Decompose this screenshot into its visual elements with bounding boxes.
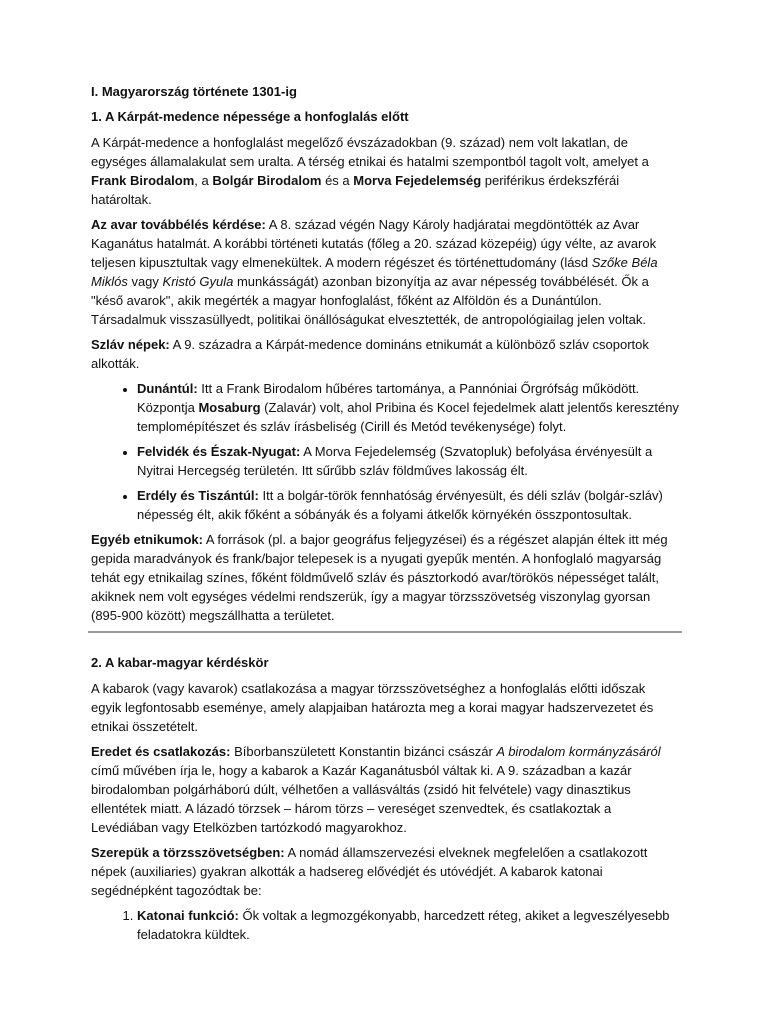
list-item-text: Itt a Frank Birodalom hűbéres tartománya, a Pannóniai Őrgrófság működött. Központja — [137, 381, 640, 415]
list-item — [137, 486, 679, 524]
origin-label: Eredet és csatlakozás: — [91, 744, 231, 759]
list-item-text: Itt a bolgár-török fennhatóság érvényesült, és déli szláv (bolgár-szláv) népesség élt, akik főként a sóbányák és a folyami átkelők környékén összpontosultak. — [137, 488, 663, 522]
document-title: I. Magyarország története 1301-ig — [91, 84, 297, 99]
slav-paragraph — [91, 335, 679, 373]
avar-text: A 8. század végén Nagy Károly hadjáratai megdöntötték az Avar Kaganátus hatalmát. A korábbi történeti kutatás (főleg a 20. század közepéig) úgy vélte, az avarok teljesen kipusztultak vagy elmenekültek. A modern régészet és történettudomány (lásd — [91, 217, 657, 270]
book-title: A birodalom kormányzásáról — [496, 744, 661, 759]
intro-text: periférikus érdekszférái határoltak. — [91, 173, 620, 207]
origin-text: Bíborbanszületett Konstantin bizánci császár — [230, 744, 497, 759]
avar-paragraph — [91, 215, 679, 329]
moravian-principality-term: Morva Fejedelemség — [353, 173, 482, 188]
list-item — [137, 379, 679, 436]
intro-text: A Kárpát-medence a honfoglalást megelőző évszázadokban (9. század) nem volt lakatlan, de egységes államalakulat sem uralta. A térség etnikai és hatalmi szempontból tagolt volt, amelyet a — [91, 135, 649, 169]
avar-text: munkásságát) azonban bizonyítja az avar népesség továbbélését. Ők a "késő avarok", akik megérték a magyar honfoglalást, főként az Alföldön és a Dunántúlon. Társadalmuk visszasüllyedt, politikai önállóságukat elvesztették, de antropológiailag jelen voltak. — [91, 274, 649, 327]
list-item-text: (Zalavár) volt, ahol Pribina és Kocel fejedelmek alatt jelentős keresztény templomépítészet és szláv írásbeliség (Cirill és Metód tevékenysége) folyt. — [137, 400, 679, 434]
section-1-heading: 1. A Kárpát-medence népessége a honfoglalás előtt — [91, 109, 409, 124]
section-divider — [88, 631, 682, 633]
document-page — [91, 82, 679, 950]
list-item — [137, 906, 679, 944]
section-2-intro: A kabarok (vagy kavarok) csatlakozása a magyar törzsszövetséghez a honfoglalás előtti időszak egyik legfontosabb eseménye, amely alapjaiban határozta meg a korai magyar hadszervezetet és etnikai összetételt. — [91, 681, 654, 734]
origin-paragraph — [91, 742, 679, 837]
origin-text: című művében írja le, hogy a kabarok a Kazár Kaganátusból váltak ki. A 9. században a kazár birodalomban polgárháború dúlt, vélhetően a vallásváltás (zsidó hit felvétele) vagy dinasztikus ellentétek miatt. A lázadó törzsek – három törzs – vereséget szenvedtek, és csatlakoztak a Levédiában vagy Etelközben tartózkodó magyarokhoz. — [91, 763, 632, 835]
section-1-intro — [91, 133, 679, 209]
role-label: Szerepük a törzsszövetségben: — [91, 845, 285, 860]
other-ethnicities-paragraph — [91, 530, 679, 625]
list-item-label: Katonai funkció: — [137, 908, 239, 923]
other-text: A források (pl. a bajor geográfus feljegyzései) és a régészet alapján éltek itt még gepida maradványok és frank/bajor telepesek is a nyugati gyepűk mentén. A honfoglaló magyarság tehát egy etnikailag színes, főként földművelő szláv és pásztorkodó avar/törökös népességet talált, akiknek nem volt egységes védelmi rendszerük, így a magyar törzsszövetség viszonylag gyorsan (895-900 között) megszállhatta a területet. — [91, 532, 668, 623]
avar-label: Az avar továbbélés kérdése: — [91, 217, 266, 232]
slav-text: A 9. századra a Kárpát-medence domináns etnikumát a különböző szláv csoportok alkották. — [91, 337, 649, 371]
role-numbered-list — [91, 906, 679, 944]
frank-empire-term: Frank Birodalom — [91, 173, 195, 188]
mosaburg-term: Mosaburg — [198, 400, 261, 415]
list-item-label: Felvidék és Észak-Nyugat: — [137, 444, 301, 459]
role-paragraph — [91, 843, 679, 900]
section-2-heading: 2. A kabar-magyar kérdéskör — [91, 655, 269, 670]
list-item-text: A Morva Fejedelemség (Szvatopluk) befolyása érvényesült a Nyitrai Hercegség területén. Itt sűrűbb szláv földműves lakosság élt. — [137, 444, 653, 478]
list-item — [137, 442, 679, 480]
author-kristo: Kristó Gyula — [162, 274, 234, 289]
intro-text: , a — [194, 173, 213, 188]
slav-label: Szláv népek: — [91, 337, 170, 352]
list-item-label: Dunántúl: — [137, 381, 198, 396]
avar-text: vagy — [127, 274, 163, 289]
intro-text: és a — [321, 173, 354, 188]
region-bullet-list — [91, 379, 679, 524]
list-item-text: Ők voltak a legmozgékonyabb, harcedzett réteg, akiket a legveszélyesebb feladatokra küldtek. — [137, 908, 670, 942]
author-szoke: Szőke Béla Miklós — [91, 255, 658, 289]
role-text: A nomád államszervezési elveknek megfelelően a csatlakozott népek (auxiliaries) gyakran alkották a hadsereg elővédjét és utóvédjét. A kabarok katonai segédnépként tagozódtak be: — [91, 845, 648, 898]
other-label: Egyéb etnikumok: — [91, 532, 203, 547]
list-item-label: Erdély és Tiszántúl: — [137, 488, 259, 503]
bulgarian-empire-term: Bolgár Birodalom — [212, 173, 322, 188]
